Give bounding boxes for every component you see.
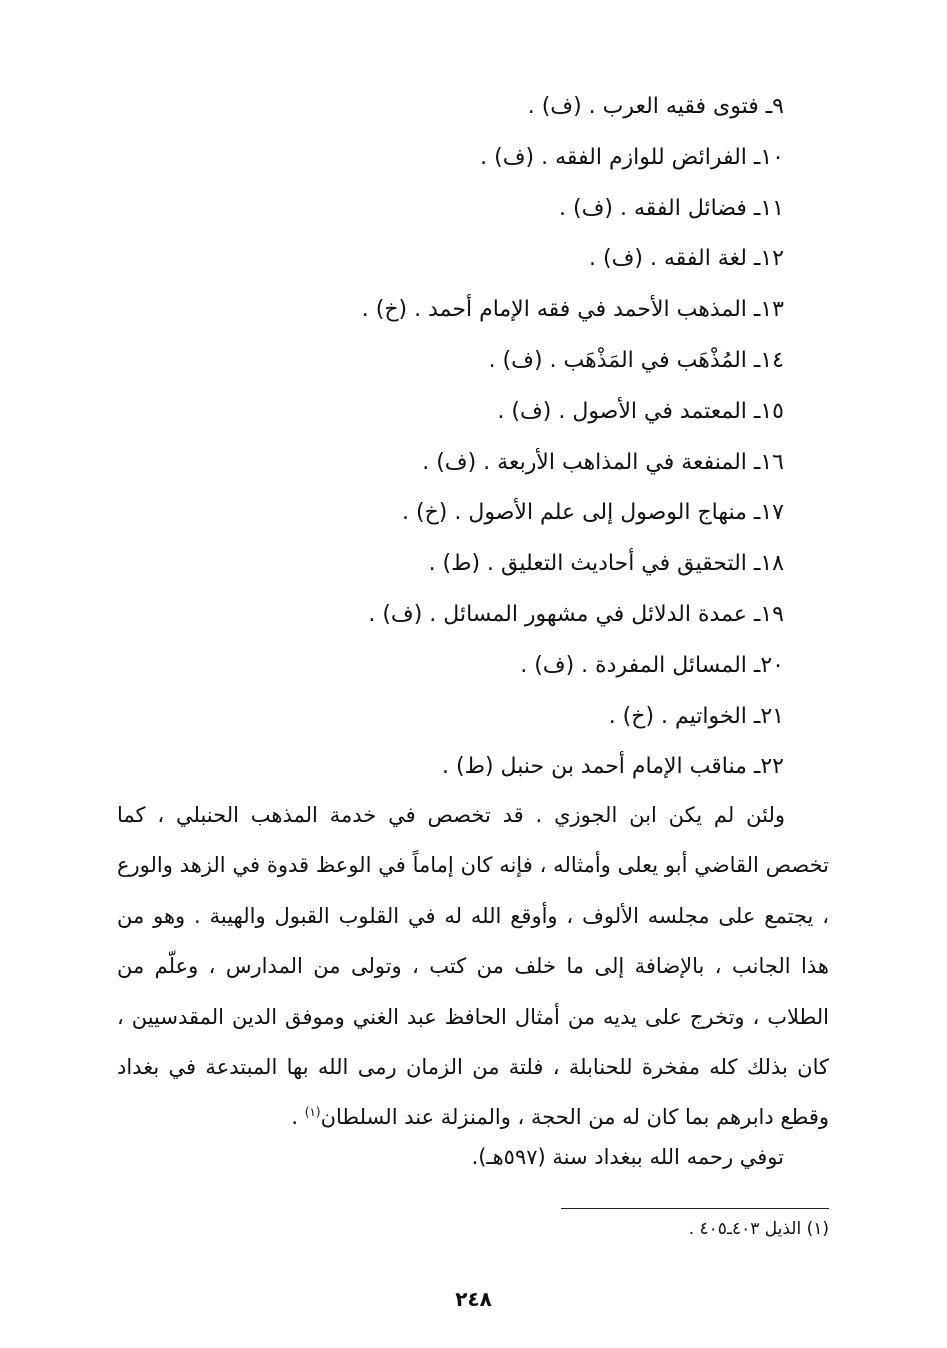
list-item: ١٦ـ المنفعة في المذاهب الأربعة . (ف) . [422, 449, 784, 475]
paragraph-text: ولئن لم يكن ابن الجوزي . قد تخصص في خدمة المذهب الحنبلي ، كما تخصص القاضي أبو يعلى وأمثاله ، فإنه كان إماماً في الوعظ قدوة في الزهد والورع ، يجتمع على مجلسه الألوف ، وأوقع الله له في القلوب القبول والهيبة . وهو من هذا الجانب ، بالإضافة إلى ما خلف من كتب ، وتولى من المدارس ، وعلّم من الطلاب ، وتخرج على يديه من أمثال الحافظ عبد الغني وموفق الدين المقدسيين ، كان بذلك كله مفخرة للحنابلة ، فلتة من الزمان رمى الله بها المبتدعة في بغداد وقطع دابرهم بما كان له من الحجة ، والمنزلة عند السلطان [117, 803, 829, 1130]
body-paragraph [117, 790, 829, 1143]
footnote: (١) الذيل ٤٠٣ـ٤٠٥ . [688, 1219, 829, 1239]
list-item: ٩ـ فتوى فقيه العرب . (ف) . [527, 94, 784, 119]
footnote-reference[interactable]: (١) [304, 1105, 321, 1120]
list-item: ١٥ـ المعتمد في الأصول . (ف) . [497, 398, 784, 424]
list-item: ١٨ـ التحقيق في أحاديث التعليق . (ط) . [428, 551, 784, 577]
paragraph-end: . [291, 1105, 305, 1130]
death-line: توفي رحمه الله ببغداد سنة (٥٩٧هـ). [471, 1145, 784, 1169]
list-item: ١٩ـ عمدة الدلائل في مشهور المسائل . (ف) . [368, 601, 784, 627]
list-item: ٢١ـ الخواتيم . (خ) . [608, 703, 784, 729]
works-list [224, 82, 784, 793]
list-item: ١١ـ فضائل الفقه . (ف) . [559, 195, 784, 221]
list-item: ١٣ـ المذهب الأحمد في فقه الإمام أحمد . (خ) . [361, 297, 784, 323]
list-item: ٢٢ـ مناقب الإمام أحمد بن حنبل (ط) . [442, 754, 784, 780]
list-item: ٢٠ـ المسائل المفردة . (ف) . [520, 652, 784, 678]
footnote-divider [561, 1208, 829, 1209]
list-item: ١٠ـ الفرائض للوازم الفقه . (ف) . [480, 144, 784, 170]
page-number: ٢٤٨ [455, 1287, 492, 1311]
list-item: ١٢ـ لغة الفقه . (ف) . [589, 246, 784, 272]
list-item: ١٤ـ المُذْهَب في المَذْهَب . (ف) . [488, 347, 784, 373]
list-item: ١٧ـ منهاج الوصول إلى علم الأصول . (خ) . [402, 500, 784, 526]
